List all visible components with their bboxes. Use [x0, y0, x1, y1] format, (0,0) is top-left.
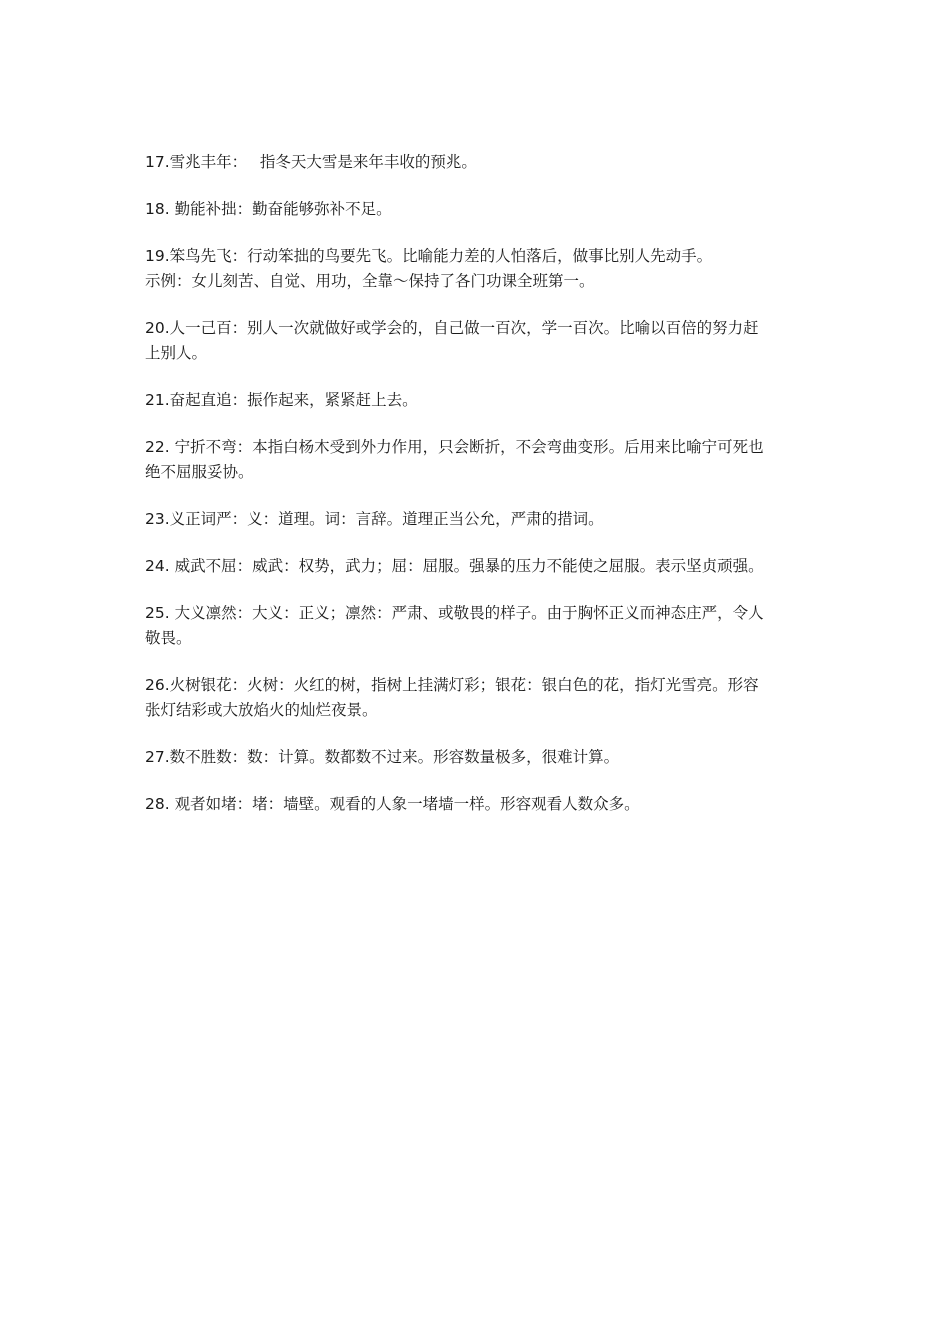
idiom-entry-19 [145, 244, 810, 294]
idiom-entry-22 [145, 435, 810, 485]
entry-line-continued: 张灯结彩或大放焰火的灿烂夜景。 [145, 701, 378, 719]
entry-line: 25. 大义凛然：大义：正义；凛然：严肃、或敬畏的样子。由于胸怀正义而神态庄严，令人 [145, 604, 764, 622]
idiom-entry-26 [145, 673, 810, 723]
entry-line: 21.奋起直追：振作起来，紧紧赶上去。 [145, 391, 418, 409]
entry-line: 24. 威武不屈：威武：权势，武力；屈：屈服。强暴的压力不能使之屈服。表示坚贞顽强。 [145, 557, 764, 575]
entry-line-continued: 上别人。 [145, 344, 208, 362]
entry-line: 27.数不胜数：数：计算。数都数不过来。形容数量极多，很难计算。 [145, 748, 620, 766]
idiom-entry-23 [145, 507, 810, 532]
idiom-list [145, 150, 810, 839]
entry-line-continued: 敬畏。 [145, 629, 192, 647]
entry-line: 23.义正词严：义：道理。词：言辞。道理正当公允，严肃的措词。 [145, 510, 604, 528]
entry-line: 18. 勤能补拙：勤奋能够弥补不足。 [145, 200, 392, 218]
entry-line: 20.人一己百：别人一次就做好或学会的，自己做一百次，学一百次。比喻以百倍的努力赶 [145, 319, 759, 337]
entry-line: 22. 宁折不弯：本指白杨木受到外力作用，只会断折，不会弯曲变形。后用来比喻宁可死也 [145, 438, 764, 456]
entry-example-line: 示例：女儿刻苦、自觉、用功，全靠～保持了各门功课全班第一。 [145, 272, 595, 290]
entry-line: 17.雪兆丰年： 指冬天大雪是来年丰收的预兆。 [145, 153, 477, 171]
entry-line: 26.火树银花：火树：火红的树，指树上挂满灯彩；银花：银白色的花，指灯光雪亮。形容 [145, 676, 759, 694]
idiom-entry-21 [145, 388, 810, 413]
idiom-entry-27 [145, 745, 810, 770]
idiom-entry-24 [145, 554, 810, 579]
entry-line-continued: 绝不屈服妥协。 [145, 463, 254, 481]
entry-line: 28. 观者如堵：堵：墙壁。观看的人象一堵墙一样。形容观看人数众多。 [145, 795, 640, 813]
entry-line: 19.笨鸟先飞：行动笨拙的鸟要先飞。比喻能力差的人怕落后，做事比别人先动手。 [145, 247, 713, 265]
idiom-entry-28 [145, 792, 810, 817]
idiom-entry-17 [145, 150, 810, 175]
idiom-entry-25 [145, 601, 810, 651]
idiom-entry-18 [145, 197, 810, 222]
idiom-entry-20 [145, 316, 810, 366]
